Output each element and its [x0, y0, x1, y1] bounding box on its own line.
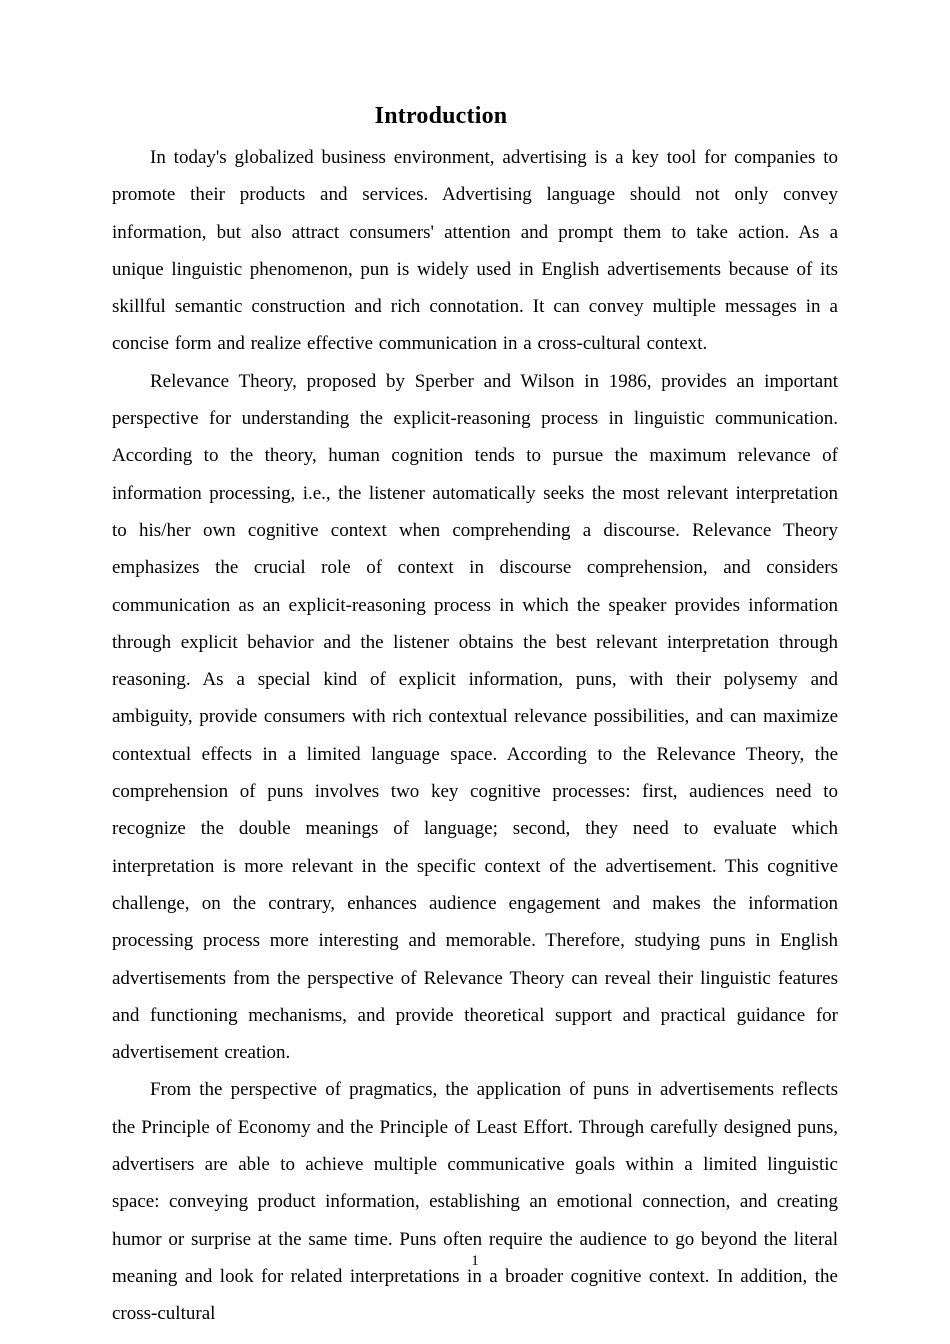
page-number: 1: [471, 1253, 479, 1269]
paragraph-intro-advertising: In today's globalized business environment, advertising is a key tool for companies to promote their products and services. Advertising language should not only convey information, but also attract consumers' attention and prompt them to take action. As a unique linguistic phenomenon, pun is widely used in English advertisements because of its skillful semantic construction and rich connotation. It can convey multiple messages in a concise form and realize effective communication in a cross-cultural context.: [112, 147, 838, 355]
paragraph-relevance-theory: Relevance Theory, proposed by Sperber and Wilson in 1986, provides an important perspective for understanding the explicit-reasoning process in linguistic communication. According to the theory, human cognition tends to pursue the maximum relevance of information processing, i.e., the listener automatically seeks the most relevant interpretation to his/her own cognitive context when comprehending a discourse. Relevance Theory emphasizes the crucial role of context in discourse comprehension, and considers communication as an explicit-reasoning process in which the speaker provides information through explicit behavior and the listener obtains the best relevant interpretation through reasoning. As a special kind of explicit information, puns, with their polysemy and ambiguity, provide consumers with rich contextual relevance possibilities, and can maximize contextual effects in a limited language space. According to the Relevance Theory, the comprehension of puns involves two key cognitive processes: first, audiences need to recognize the double meanings of language; second, they need to evaluate which interpretation is more relevant in the specific context of the advertisement. This cognitive challenge, on the contrary, enhances audience engagement and makes the information processing process more interesting and memorable. Therefore, studying puns in English advertisements from the perspective of Relevance Theory can reveal their linguistic features and functioning mechanisms, and provide theoretical support and practical guidance for advertisement creation.: [112, 370, 838, 1064]
page-title: Introduction: [374, 103, 508, 129]
paragraph-pragmatics: From the perspective of pragmatics, the application of puns in advertisements reflects the Principle of Economy and the Principle of Least Effort. Through carefully designed puns, advertisers are able to achieve multiple communicative goals within a limited linguistic space: conveying product information, establishing an emotional connection, and creating humor or surprise at the same time. Puns often require the audience to go beyond the literal meaning and look for related interpretations in a broader cognitive context. In addition, the cross-cultural: [112, 1079, 838, 1325]
document-content: [112, 100, 838, 1333]
